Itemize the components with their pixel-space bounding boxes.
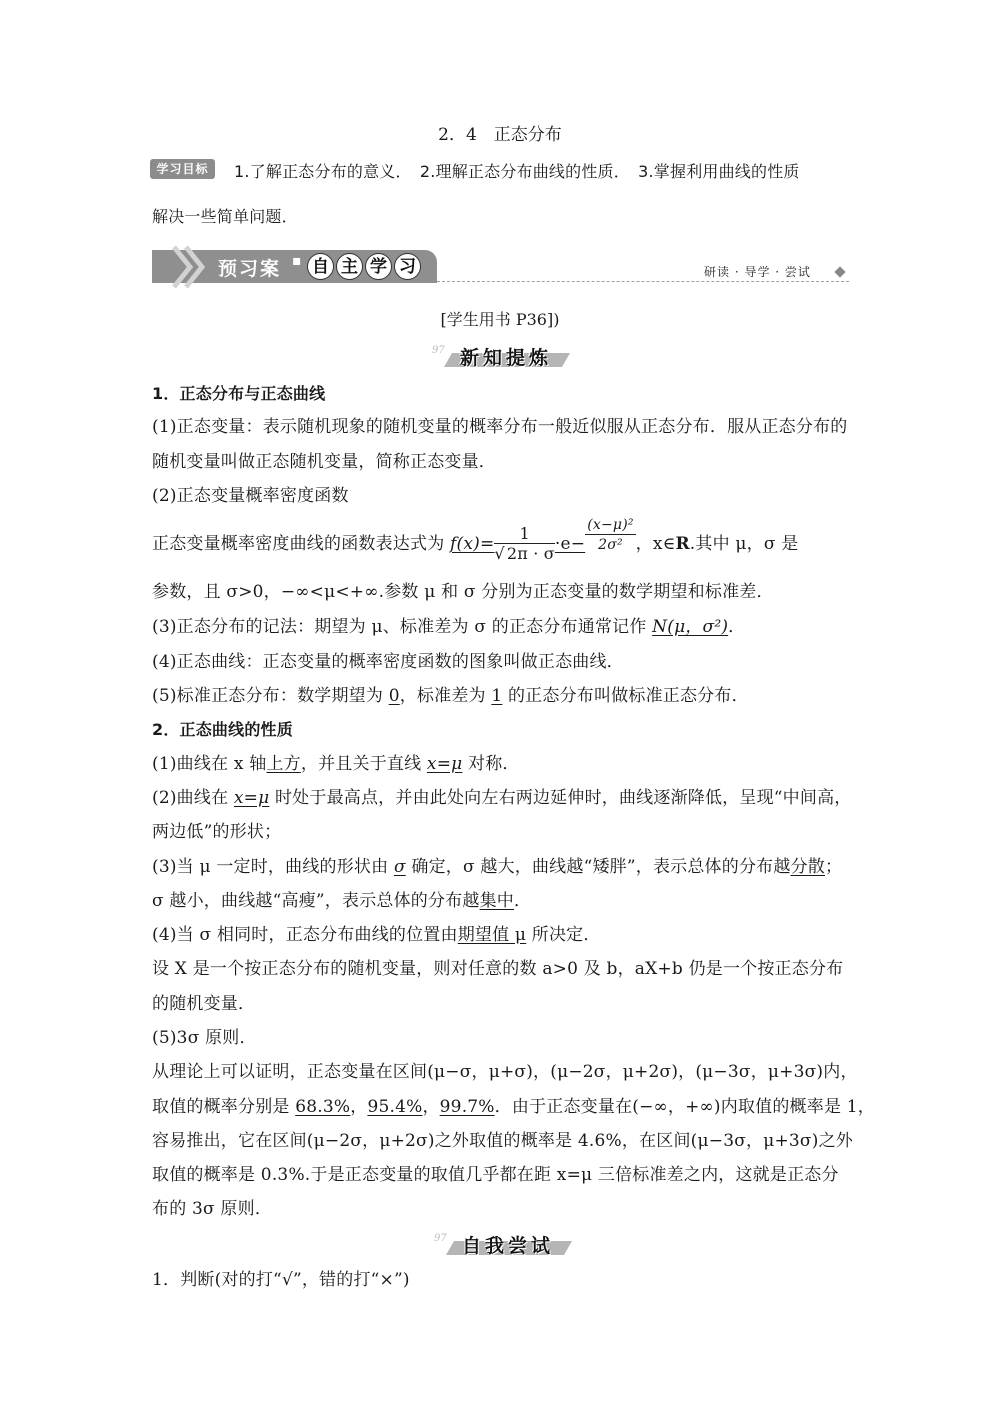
- double-chevron-icon: [170, 245, 210, 289]
- formula-prefix: 正态变量概率密度曲线的函数表达式为: [152, 534, 451, 554]
- section-tag-new-knowledge: [428, 343, 568, 369]
- question-1: 1．判断(对的打“√”，错的打“×”): [152, 1270, 410, 1290]
- formula-fx: f(x)=: [450, 534, 495, 554]
- density-formula: [152, 517, 852, 566]
- paragraph-line: [152, 615, 852, 639]
- paragraph-line: (4)正态曲线：正态变量的概率密度函数的图象叫做正态曲线．: [152, 652, 624, 672]
- circled-char: 主: [336, 253, 363, 280]
- text: ．: [514, 891, 532, 911]
- paragraph-line: (2)正态变量概率密度函数: [152, 486, 349, 506]
- diamond-icon: [834, 266, 845, 277]
- paragraph-line: 设 X 是一个按正态分布的随机变量，则对任意的数 a>0 及 b，aX+b 仍是一个按正态分布: [152, 959, 844, 979]
- answer-blank: x=μ: [426, 754, 463, 774]
- paragraph-line: [152, 889, 852, 913]
- banner-circled-text: [307, 253, 421, 280]
- text: (3)当 μ 一定时，曲线的形状由: [152, 857, 394, 877]
- text: 时处于最高点，并由此处向左右两边延伸时，曲线逐渐降低，呈现“中间高，: [269, 788, 852, 808]
- answer-blank: σ: [393, 857, 406, 877]
- answer-blank: x=μ: [233, 788, 270, 808]
- text: ，并且关于直线: [300, 754, 427, 774]
- paragraph-line: 的随机变量．: [152, 994, 256, 1014]
- section-title: 2．4 正态分布: [438, 125, 562, 145]
- paragraph-line: [152, 923, 852, 947]
- learning-goal-badge: 学习目标: [150, 159, 215, 179]
- answer-blank: 上方: [266, 754, 301, 774]
- learning-goals-line-2: 解决一些简单问题．: [152, 207, 298, 226]
- answer-blank: 集中: [479, 891, 514, 911]
- tag-mark-icon: 97: [432, 345, 445, 356]
- tag-mark-icon: 97: [434, 1233, 447, 1244]
- exponent-numerator: (x−μ)²: [587, 517, 634, 533]
- paragraph-line: [152, 684, 852, 708]
- circled-char: 自: [307, 253, 334, 280]
- circled-char: 学: [365, 253, 392, 280]
- heading-2: 2．正态曲线的性质: [152, 720, 293, 739]
- paragraph-line: (5)3σ 原则．: [152, 1028, 257, 1048]
- paragraph-line: 两边低”的形状；: [152, 822, 282, 842]
- text: (1)曲线在 x 轴: [152, 754, 267, 774]
- text: (2)曲线在: [152, 788, 234, 808]
- formula-fraction: $\frac{1}{√ 2\pi \cdot \sigma}$: [494, 524, 555, 563]
- paragraph-line: [152, 752, 852, 776]
- text: ，: [350, 1097, 368, 1117]
- text: ，: [422, 1097, 440, 1117]
- fraction-numerator: 1: [494, 525, 554, 544]
- section-tag-self-test: [430, 1231, 570, 1257]
- paragraph-line: 容易推出，它在区间(μ−2σ，μ+2σ)之外取值的概率是 4.6%，在区间(μ−3σ，μ+3σ)之外: [152, 1131, 853, 1151]
- text: 取值的概率分别是: [152, 1097, 296, 1117]
- paragraph-line: 随机变量叫做正态随机变量，简称正态变量．: [152, 452, 496, 472]
- banner-dashed-rule: [437, 281, 849, 282]
- exponent-denominator: 2σ²: [598, 537, 623, 553]
- banner-label: 预习案: [218, 258, 282, 280]
- text: σ 越小，曲线越“高瘦”，表示总体的分布越: [152, 891, 480, 911]
- formula-suffix: ，x∈: [635, 534, 676, 554]
- answer-blank: 分散: [790, 857, 825, 877]
- answer-blank: 0: [388, 686, 400, 706]
- text: (5)标准正态分布：数学期望为: [152, 686, 389, 706]
- answer-blank: 1: [491, 686, 503, 706]
- banner-separator: ▪: [292, 253, 302, 269]
- fraction-denominator: 2π · σ: [506, 544, 555, 563]
- paragraph-line: [152, 786, 852, 810]
- tag-label: 新知提炼: [460, 347, 553, 369]
- text: (4)当 σ 相同时，正态分布曲线的位置由: [152, 925, 458, 945]
- answer-blank: N(μ，σ²): [652, 617, 729, 637]
- answer-blank: 95.4%: [367, 1097, 423, 1117]
- paragraph-line: [152, 1095, 875, 1119]
- answer-blank: 68.3%: [295, 1097, 351, 1117]
- text: 所决定．: [526, 925, 601, 945]
- answer-blank: 期望值 μ: [457, 925, 527, 945]
- paragraph-line: 取值的概率是 0.3%.于是正态变量的取值几乎都在距 x=μ 三倍标准差之内，这就是正态分: [152, 1165, 839, 1185]
- formula-suffix-2: .其中 μ，σ 是: [689, 534, 799, 554]
- paragraph-line: 从理论上可以证明，正态变量在区间(μ−σ，μ+σ)，(μ−2σ，μ+2σ)，(μ−3σ，μ+3σ)内，: [152, 1062, 858, 1082]
- text: ；: [824, 857, 843, 877]
- heading-1: 1．正态分布与正态曲线: [152, 384, 326, 403]
- circled-char: 习: [394, 253, 421, 280]
- text: ．由于正态变量在(−∞，+∞)内取值的概率是 1，: [494, 1097, 875, 1117]
- text: 确定，σ 越大，曲线越“矮胖”，表示总体的分布越: [405, 857, 791, 877]
- answer-blank: 99.7%: [439, 1097, 495, 1117]
- paragraph-line: 参数，且 σ>0，−∞<μ<+∞.参数 μ 和 σ 分别为正态变量的数学期望和标准差．: [152, 582, 774, 602]
- formula-exponent: [585, 516, 635, 555]
- paragraph-line: 布的 3σ 原则．: [152, 1199, 273, 1219]
- text: ．: [728, 617, 746, 637]
- banner-tagline: 研读 · 导学 · 尝试: [704, 265, 811, 279]
- paragraph-line: [152, 855, 852, 879]
- preview-banner: [152, 250, 437, 283]
- text: 对称．: [462, 754, 520, 774]
- formula-exp-base: ·e−: [554, 534, 586, 554]
- learning-goals-line-1: 1.了解正态分布的意义． 2.理解正态分布曲线的性质． 3.掌握利用曲线的性质: [234, 162, 800, 181]
- text: 的正态分布叫做标准正态分布．: [502, 686, 749, 706]
- paragraph-line: (1)正态变量：表示随机现象的随机变量的概率分布一般近似服从正态分布．服从正态分布的: [152, 417, 848, 437]
- text: ，标准差为: [399, 686, 492, 706]
- book-reference: [学生用书 P36]): [440, 310, 560, 329]
- tag-label: 自我尝试: [462, 1235, 555, 1257]
- reals-symbol: R: [675, 534, 690, 554]
- text: (3)正态分布的记法：期望为 μ、标准差为 σ 的正态分布通常记作: [152, 617, 653, 637]
